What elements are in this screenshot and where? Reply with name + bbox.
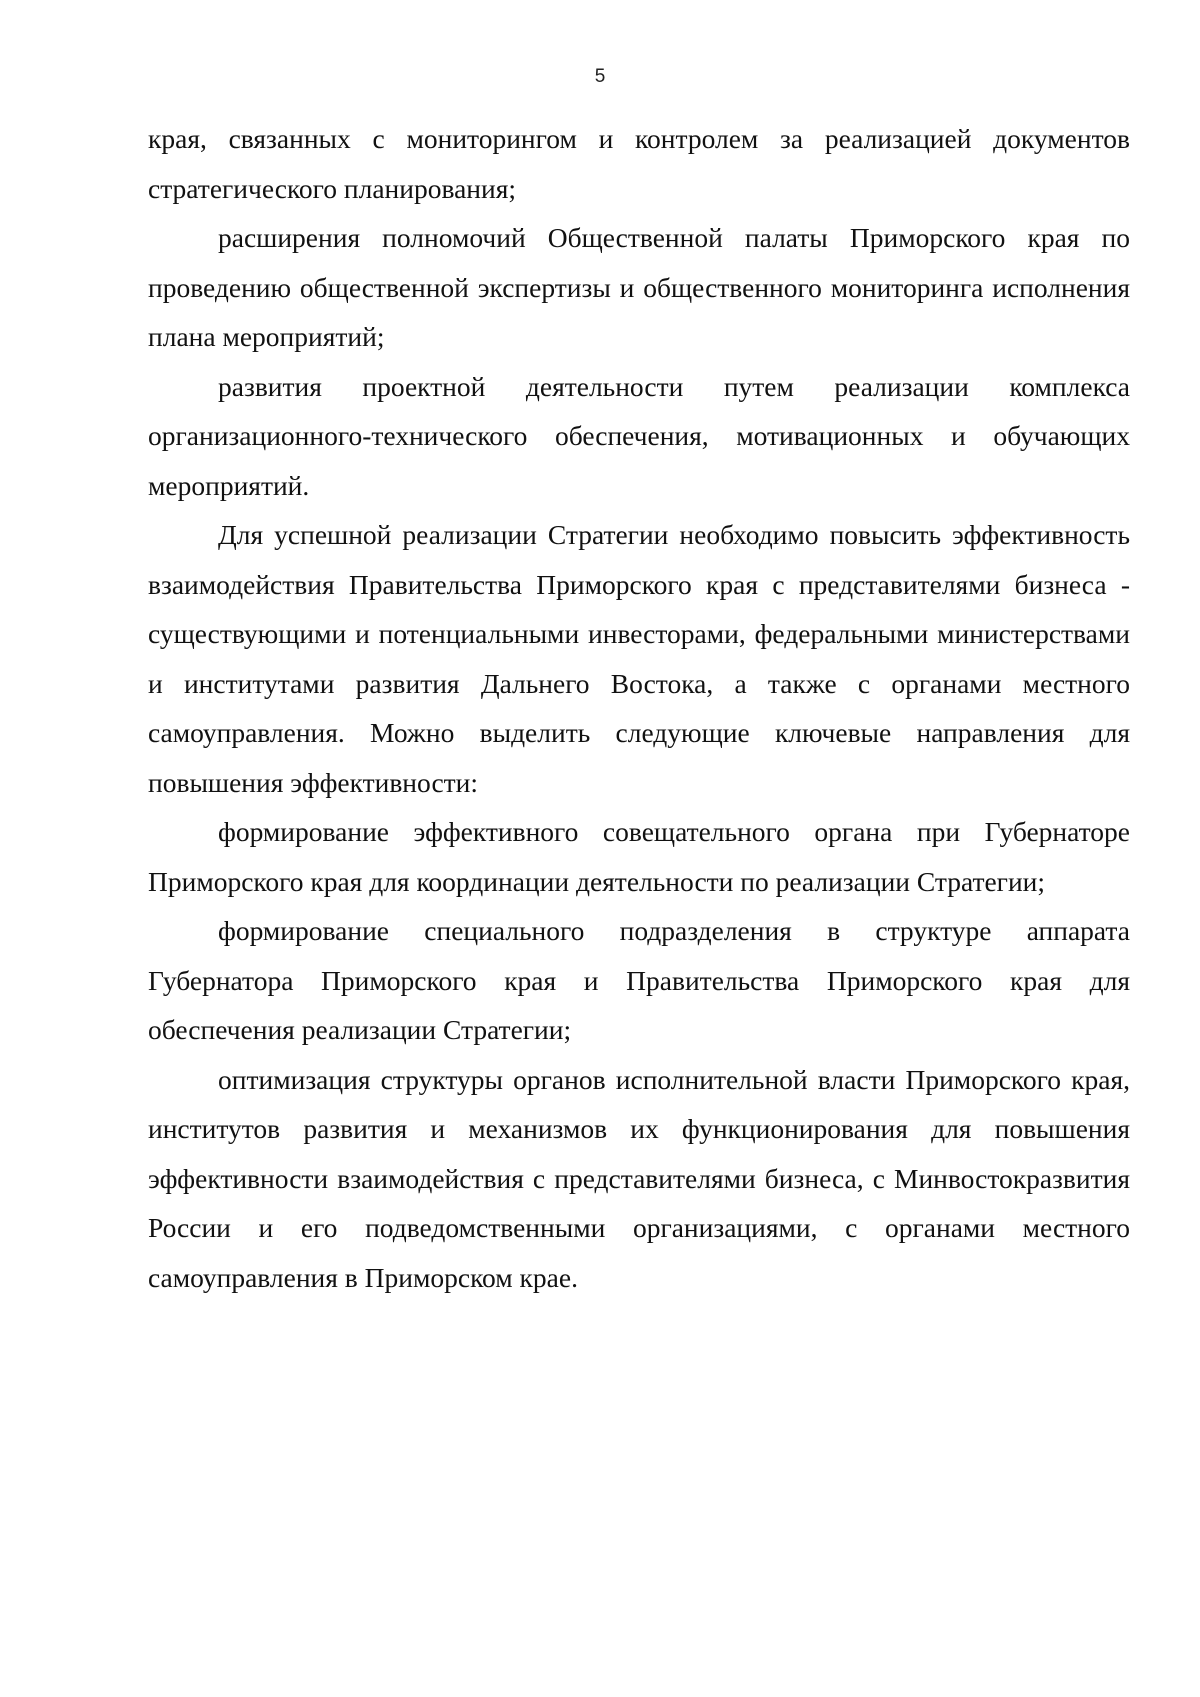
paragraph: формирование эффективного совещательного органа при Губернаторе Приморского края для координации деятельности по реализации Стратегии;: [148, 816, 1130, 897]
page-number: 5: [594, 66, 606, 87]
paragraph: оптимизация структуры органов исполнительной власти Приморского края, институтов развития и механизмов их функционирования для повышения эффективности взаимодействия с представителями бизнеса, с Минвостокразвития России и его подведомственными организациями, с органами местного самоуправления в Приморском крае.: [148, 1063, 1130, 1293]
paragraph: расширения полномочий Общественной палаты Приморского края по проведению общественной экспертизы и общественного мониторинга исполнения плана мероприятий;: [148, 222, 1130, 352]
paragraph: края, связанных с мониторингом и контролем за реализацией документов стратегического планирования;: [148, 123, 1130, 204]
document-body: [148, 114, 1130, 1302]
paragraph: Для успешной реализации Стратегии необходимо повысить эффективность взаимодействия Правительства Приморского края с представителями бизнеса - существующими и потенциальными инвесторами, федеральными министерствами и институтами развития Дальнего Востока, а также с органами местного самоуправления. Можно выделить следующие ключевые направления для повышения эффективности:: [148, 519, 1130, 798]
paragraph: формирование специального подразделения в структуре аппарата Губернатора Приморского края и Правительства Приморского края для обеспечения реализации Стратегии;: [148, 915, 1130, 1045]
paragraph: развития проектной деятельности путем реализации комплекса организационного-технического обеспечения, мотивационных и обучающих мероприятий.: [148, 370, 1130, 501]
